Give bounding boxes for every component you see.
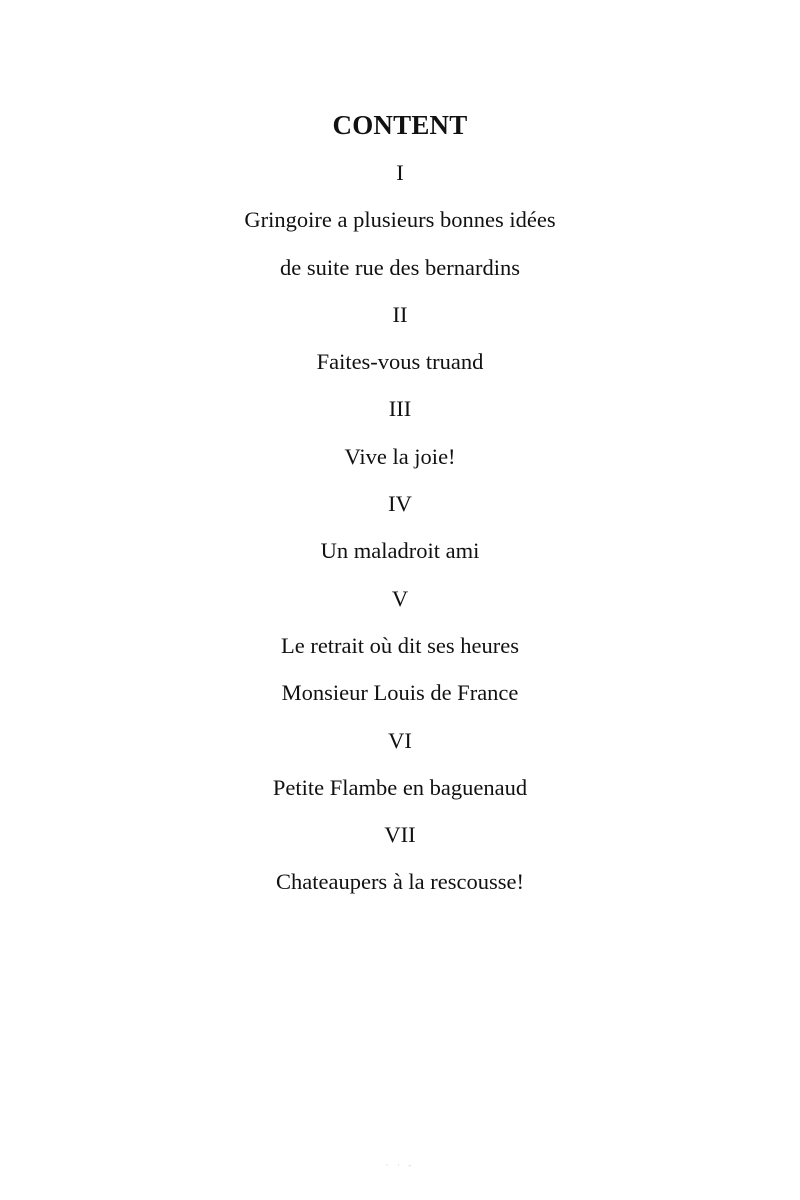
chapter-title-line: de suite rue des bernardins — [280, 254, 520, 280]
chapter-title-line: Monsieur Louis de France — [281, 680, 519, 706]
footer-scan-mark: · · - — [385, 1160, 415, 1170]
chapter-title-line: Faites-vous truand — [316, 349, 484, 375]
chapter-title-line: Chateaupers à la rescousse! — [275, 869, 525, 895]
chapter-number: V — [391, 585, 409, 611]
chapter-title-line: Vive la joie! — [344, 443, 456, 469]
chapter-number: IV — [388, 491, 412, 517]
table-of-contents — [0, 156, 800, 913]
chapter-number: VI — [388, 727, 412, 753]
chapter-title-line: Gringoire a plusieurs bonnes idées — [244, 207, 556, 233]
chapter-title-line: Le retrait où dit ses heures — [280, 632, 520, 658]
chapter-number: III — [388, 396, 412, 422]
chapter-title-line: Petite Flambe en baguenaud — [272, 774, 528, 800]
chapter-number: II — [392, 301, 408, 327]
chapter-title-line: Un maladroit ami — [320, 538, 480, 564]
chapter-number: VII — [384, 822, 416, 848]
page-title: CONTENT — [332, 110, 468, 140]
chapter-number: I — [396, 160, 404, 185]
